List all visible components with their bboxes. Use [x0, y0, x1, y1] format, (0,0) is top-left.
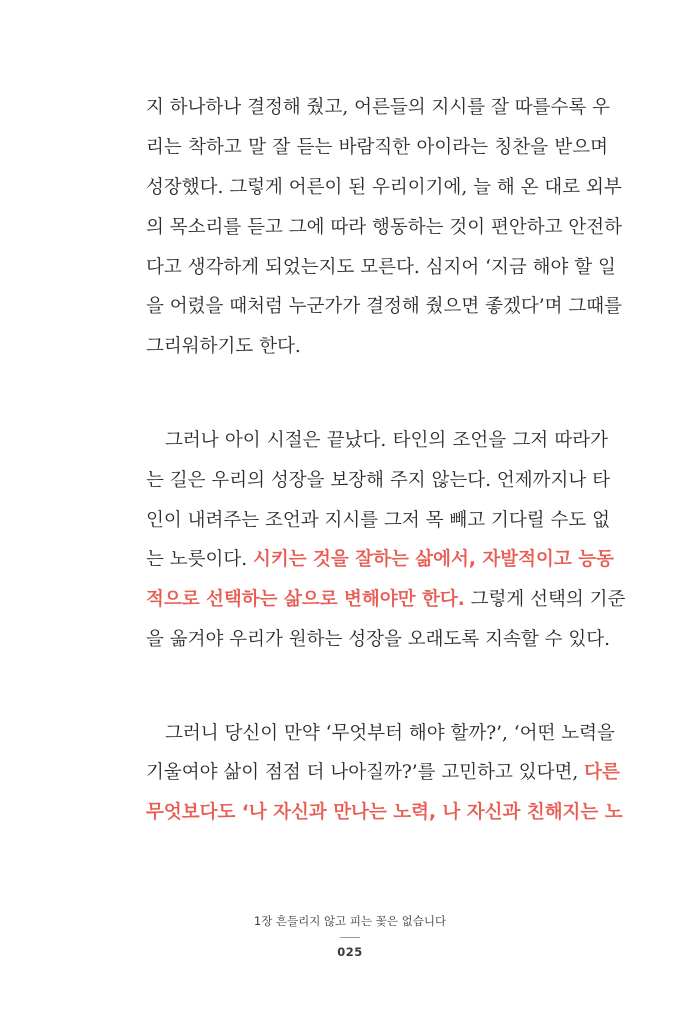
body-text — [146, 88, 626, 833]
text-line — [146, 421, 608, 461]
text-run: 지 하나하나 결정해 줬고, 어른들의 지시를 잘 따를수록 우 — [146, 97, 610, 118]
text-run: 다고 생각하게 되었는지도 모른다. 심지어 ‘지금 해야 할 일 — [146, 256, 616, 278]
text-run: 그렇게 선택의 기준 — [464, 589, 626, 611]
page-number: 025 — [337, 945, 363, 959]
text-line — [146, 580, 626, 620]
text-line — [146, 714, 615, 754]
highlighted-text: 무엇보다도 ‘나 자신과 만나는 노력, 나 자신과 친해지는 노 — [146, 802, 623, 824]
text-line — [146, 128, 608, 168]
text-line — [146, 168, 622, 208]
text-line — [146, 461, 608, 501]
text-run: 는 길은 우리의 성장을 보장해 주지 않는다. 언제까지나 타 — [146, 469, 610, 491]
text-run: 그리워하기도 한다. — [146, 336, 301, 358]
text-line — [146, 501, 608, 541]
text-run: 성장했다. 그렇게 어른이 된 우리이기에, 늘 해 온 대로 외부 — [146, 176, 622, 198]
text-line — [146, 208, 622, 248]
paragraph-gap — [146, 367, 608, 421]
paragraph — [146, 714, 623, 834]
paragraph — [146, 421, 626, 660]
highlighted-text: 시키는 것을 잘하는 삶에서, 자발적이고 능동 — [253, 549, 614, 571]
text-line — [146, 327, 608, 367]
text-run: 인이 내려주는 조언과 지시를 그저 목 빼고 기다릴 수도 없 — [146, 509, 610, 531]
highlighted-text: 적으로 선택하는 삶으로 변해야만 한다. — [146, 589, 465, 611]
text-line — [146, 540, 614, 580]
text-run: 의 목소리를 듣고 그에 따라 행동하는 것이 편안하고 안전하 — [146, 216, 622, 238]
text-line — [146, 248, 616, 288]
running-footer-chapter-title: 1장 흔들리지 않고 피는 꽃은 없습니다 — [253, 914, 447, 928]
text-run: 는 노릇이다. — [146, 549, 253, 571]
text-line — [146, 287, 622, 327]
text-run: 그러니 당신이 만약 ‘무엇부터 해야 할까?’, ‘어떤 노력을 — [165, 722, 615, 744]
text-line — [146, 88, 608, 128]
text-run: 을 옮겨야 우리가 원하는 성장을 오래도록 지속할 수 있다. — [146, 629, 610, 651]
highlighted-text: 다른 — [584, 762, 620, 784]
text-run: 리는 착하고 말 잘 듣는 바람직한 아이라는 칭찬을 받으며 — [146, 136, 608, 158]
text-line — [146, 753, 620, 793]
text-line — [146, 793, 623, 833]
paragraph-gap — [146, 660, 608, 714]
text-run: 기울여야 삶이 점점 더 나아질까?’를 고민하고 있다면, — [146, 762, 585, 784]
text-run: 을 어렸을 때처럼 누군가가 결정해 줬으면 좋겠다’며 그때를 — [146, 296, 622, 318]
text-run: 그러나 아이 시절은 끝났다. 타인의 조언을 그저 따라가 — [165, 429, 608, 451]
text-line — [146, 620, 608, 660]
footer-divider — [340, 937, 360, 938]
paragraph — [146, 88, 622, 367]
